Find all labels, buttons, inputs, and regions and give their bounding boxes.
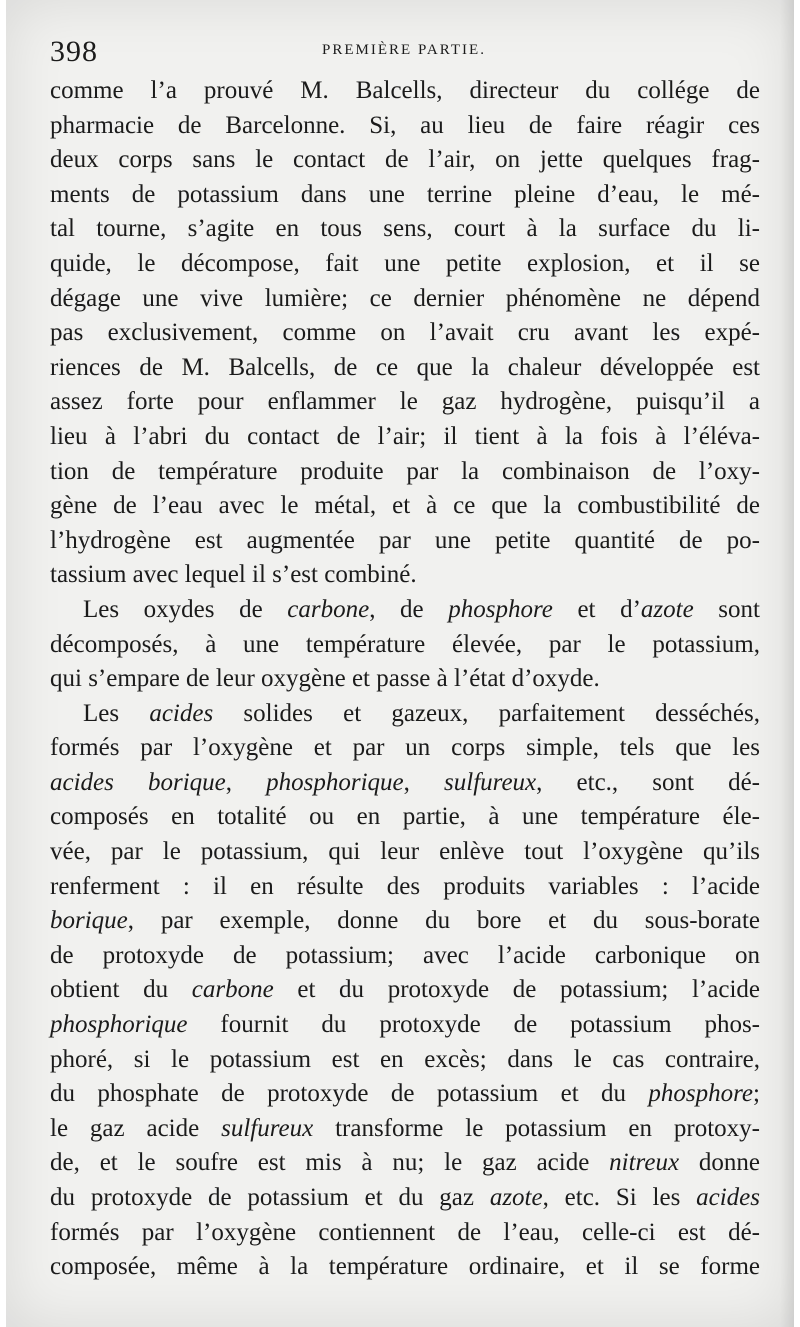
text-line: le gaz acide sulfureux transforme le potassium en protoxy- [50, 1114, 760, 1142]
text-line: ments de potassium dans une terrine pleine d’eau, le mé- [50, 180, 760, 208]
text-line: Les oxydes de carbone, de phosphore et d’azote sont [83, 595, 760, 623]
text-line: acides borique, phosphorique, sulfureux, etc., sont dé- [50, 768, 761, 796]
text-line: de protoxyde de potassium; avec l’acide carbonique on [50, 941, 760, 969]
book-page [6, 0, 794, 1327]
text-line: pas exclusivement, comme on l’avait cru avant les expé- [50, 319, 760, 347]
text-line: composée, même à la température ordinaire, et il se forme [50, 1253, 760, 1281]
text-line: tal tourne, s’agite en tous sens, court à la surface du li- [50, 215, 760, 243]
text-line: phosphorique fournit du protoxyde de potassium phos- [50, 1011, 760, 1039]
text-line: Les acides solides et gazeux, parfaitement desséchés, [83, 699, 760, 727]
text-line: formés par l’oxygène contiennent de l’eau, celle-ci est dé- [50, 1218, 760, 1246]
text-line: l’hydrogène est augmentée par une petite quantité de po- [50, 526, 760, 554]
page-number: 398 [50, 35, 98, 68]
text-line: riences de M. Balcells, de ce que la chaleur développée est [50, 353, 760, 381]
text-line: tassium avec lequel il s’est combiné. [50, 561, 417, 589]
text-line: décomposés, à une température élevée, par le potassium, [50, 630, 760, 658]
text-line: phoré, si le potassium est en excès; dans le cas contraire, [50, 1045, 760, 1073]
text-line: lieu à l’abri du contact de l’air; il tient à la fois à l’éléva- [50, 422, 760, 450]
text-line: comme l’a prouvé M. Balcells, directeur du collége de [50, 77, 760, 104]
text-line: du protoxyde de potassium et du gaz azote, etc. Si les acides [50, 1184, 760, 1211]
running-title: PREMIÈRE PARTIE. [322, 42, 486, 58]
text-line: pharmacie de Barcelonne. Si, au lieu de faire réagir ces [50, 111, 760, 139]
text-line: obtient du carbone et du protoxyde de potassium; l’acide [50, 976, 760, 1004]
text-line: renferment : il en résulte des produits variables : l’acide [50, 872, 760, 900]
text-line: qui s’empare de leur oxygène et passe à l’état d’oxyde. [50, 665, 600, 693]
text-line: gène de l’eau avec le métal, et à ce que la combustibilité de [50, 492, 760, 520]
text-line: deux corps sans le contact de l’air, on jette quelques frag- [50, 146, 760, 174]
text-line: tion de température produite par la combinaison de l’oxy- [50, 457, 760, 485]
text-line: de, et le soufre est mis à nu; le gaz acide nitreux donne [50, 1149, 760, 1177]
text-line: dégage une vive lumière; ce dernier phénomène ne dépend [50, 284, 760, 312]
text-line: formés par l’oxygène et par un corps simple, tels que les [50, 734, 760, 762]
running-head [50, 34, 758, 70]
text-line: composés en totalité ou en partie, à une température éle- [50, 803, 760, 831]
text-line: borique, par exemple, donne du bore et du sous-borate [50, 907, 760, 935]
text-line: assez forte pour enflammer le gaz hydrogène, puisqu’il a [50, 388, 760, 416]
body-text [50, 74, 760, 1285]
text-line: vée, par le potassium, qui leur enlève tout l’oxygène qu’ils [50, 838, 760, 866]
text-line: quide, le décompose, fait une petite explosion, et il se [50, 249, 760, 277]
text-line: du phosphate de protoxyde de potassium et du phosphore; [50, 1080, 760, 1108]
